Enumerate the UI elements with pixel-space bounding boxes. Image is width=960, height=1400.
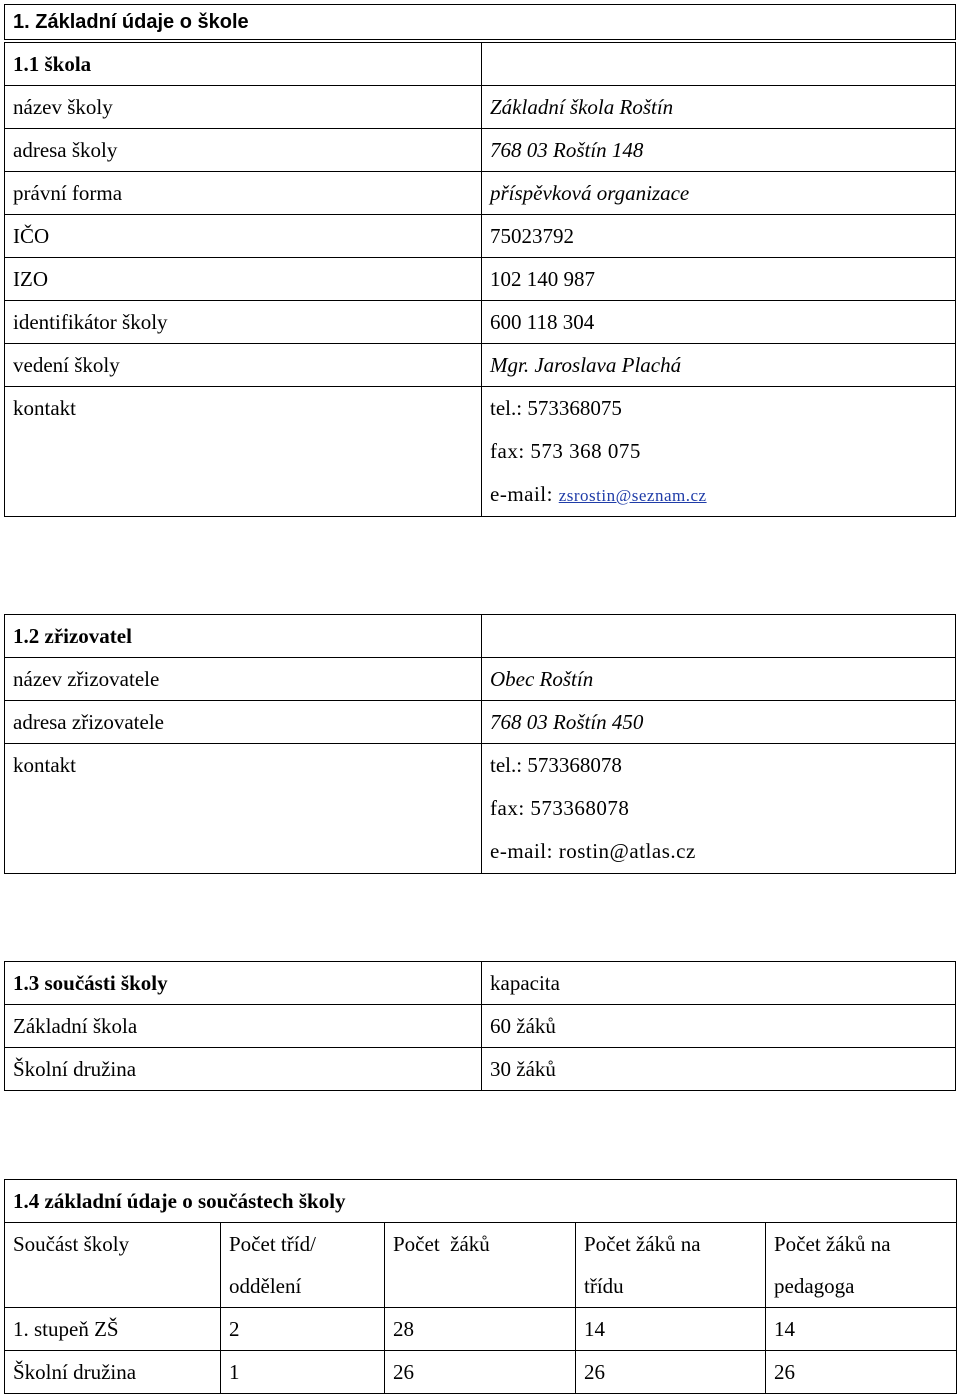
management-label: vedení školy [5, 344, 482, 387]
col-header-classes: Počet tříd/ oddělení [221, 1223, 385, 1308]
part-capacity: 30 žáků [482, 1048, 956, 1091]
ico-label: IČO [5, 215, 482, 258]
document-heading: 1. Základní údaje o škole [5, 5, 956, 40]
cell-classes: 2 [221, 1308, 385, 1351]
cell-per-teacher: 26 [766, 1351, 957, 1394]
founder-address-label: adresa zřizovatele [5, 701, 482, 744]
founder-section-title: 1.2 zřizovatel [5, 615, 482, 658]
empty-cell [482, 615, 956, 658]
legal-form-label: právní forma [5, 172, 482, 215]
cell-pupils: 26 [385, 1351, 576, 1394]
parts-data-table [4, 1179, 957, 1394]
founder-address-value: 768 03 Roštín 450 [482, 701, 956, 744]
management-value: Mgr. Jaroslava Plachá [482, 344, 956, 387]
empty-cell [482, 43, 956, 86]
document-heading-box [4, 4, 956, 40]
school-id-label: identifikátor školy [5, 301, 482, 344]
founder-contact-cell [482, 744, 956, 874]
izo-label: IZO [5, 258, 482, 301]
founder-table [4, 614, 956, 874]
school-email-prefix: e-mail: [490, 482, 553, 506]
col-header-part: Součást školy [5, 1223, 221, 1308]
founder-tel: tel.: 573368078 [490, 753, 622, 777]
cell-part: 1. stupeň ZŠ [5, 1308, 221, 1351]
cell-per-class: 26 [576, 1351, 766, 1394]
table-row [5, 1351, 957, 1394]
school-contact-label: kontakt [5, 387, 482, 517]
founder-contact-label: kontakt [5, 744, 482, 874]
part-name: Základní škola [5, 1005, 482, 1048]
school-id-value: 600 118 304 [482, 301, 956, 344]
table-row [5, 1308, 957, 1351]
cell-part: Školní družina [5, 1351, 221, 1394]
capacity-header: kapacita [482, 962, 956, 1005]
parts-section-title: 1.3 součásti školy [5, 962, 482, 1005]
founder-name-value: Obec Roštín [482, 658, 956, 701]
legal-form-value: příspěvková organizace [482, 172, 956, 215]
cell-classes: 1 [221, 1351, 385, 1394]
founder-name-label: název zřizovatele [5, 658, 482, 701]
school-section-title: 1.1 škola [5, 43, 482, 86]
school-contact-cell [482, 387, 956, 517]
school-table [4, 42, 956, 517]
cell-per-class: 14 [576, 1308, 766, 1351]
cell-pupils: 28 [385, 1308, 576, 1351]
part-name: Školní družina [5, 1048, 482, 1091]
school-name-value: Základní škola Roštín [482, 86, 956, 129]
school-tel: tel.: 573368075 [490, 396, 622, 420]
cell-per-teacher: 14 [766, 1308, 957, 1351]
part-capacity: 60 žáků [482, 1005, 956, 1048]
school-address-value: 768 03 Roštín 148 [482, 129, 956, 172]
parts-table [4, 961, 956, 1091]
school-address-label: adresa školy [5, 129, 482, 172]
izo-value: 102 140 987 [482, 258, 956, 301]
col-header-pupils: Počet žáků [385, 1223, 576, 1308]
founder-fax: fax: 573368078 [490, 796, 630, 820]
school-email-line [490, 473, 955, 516]
school-email-link[interactable]: zsrostin@seznam.cz [558, 486, 707, 505]
school-name-label: název školy [5, 86, 482, 129]
parts-data-section-title: 1.4 základní údaje o součástech školy [5, 1180, 957, 1223]
school-fax: fax: 573 368 075 [490, 439, 641, 463]
ico-value: 75023792 [482, 215, 956, 258]
col-header-per-teacher: Počet žáků na pedagoga [766, 1223, 957, 1308]
col-header-per-class: Počet žáků na třídu [576, 1223, 766, 1308]
founder-email: e-mail: rostin@atlas.cz [490, 839, 696, 863]
